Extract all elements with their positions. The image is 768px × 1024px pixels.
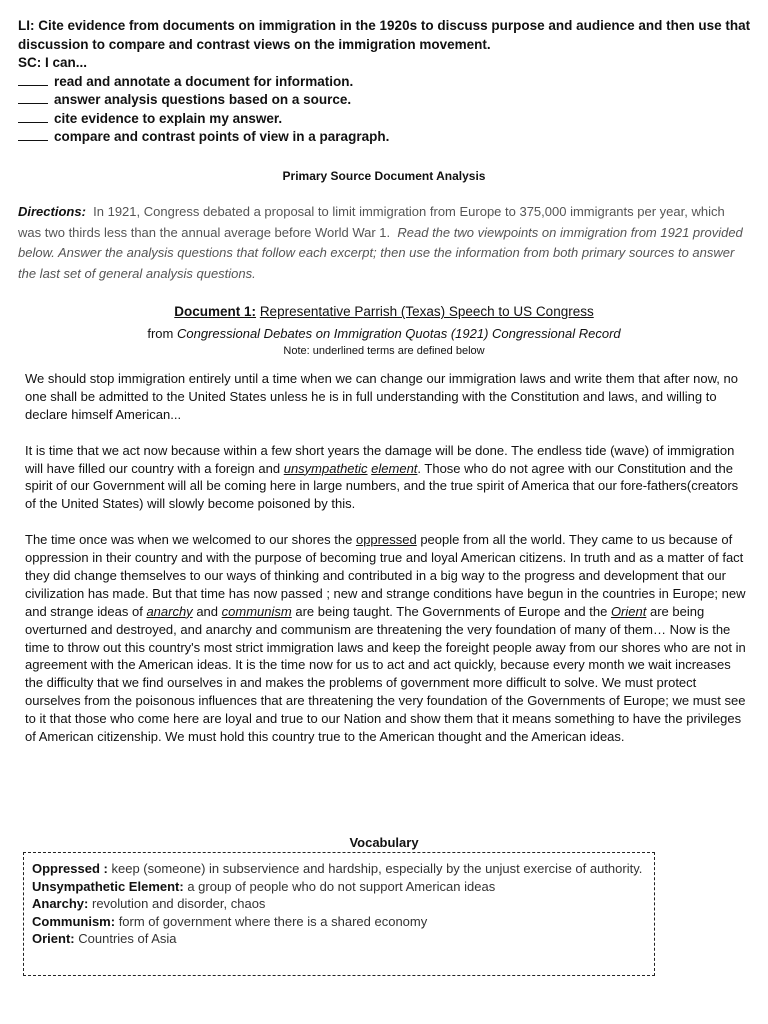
learning-intentions xyxy=(18,17,758,147)
term-oppressed: oppressed xyxy=(355,532,417,548)
paragraph: We should stop immigration entirely until a time when we can change our immigration laws and write them that after now, no one shall be admitted to the United States unless he is in full understanding with the Constitution and laws, and willing to declare himself American... xyxy=(25,371,738,422)
document-title xyxy=(0,304,768,319)
term-anarchy: anarchy xyxy=(146,603,193,619)
vocab-entry: Anarchy: revolution and disorder, chaos xyxy=(32,896,266,911)
checkbox-blank[interactable] xyxy=(18,73,48,86)
document-source: from Congressional Debates on Immigration Quotas (1921) Congressional Record xyxy=(147,326,621,341)
sc-label: SC: I can... xyxy=(18,55,88,70)
vocab-entry: Unsympathetic Element: a group of people who do not support American ideas xyxy=(32,878,496,894)
vocab-entry: Communism: form of government where there is a shared economy xyxy=(32,913,428,929)
vocab-entry: Oppressed : keep (someone) in subservience and hardship, especially by the unjust exercise of authority. xyxy=(32,861,643,876)
document-label: Document 1: xyxy=(174,304,257,319)
term-orient: Orient xyxy=(610,603,647,619)
sc-item: cite evidence to explain my answer. xyxy=(18,110,758,129)
section-title: Primary Source Document Analysis xyxy=(282,169,486,183)
directions-instructions: Read the two viewpoints on immigration from 1921 provided below. Answer the analysis questions that follow each excerpt; then use the information from both primary sources to answer the last set of general analysis questions. xyxy=(18,224,743,281)
source-citation: Congressional Debates on Immigration Quotas (1921) Congressional Record xyxy=(176,326,621,341)
li-statement: LI: Cite evidence from documents on immigration in the 1920s to discuss purpose and audience and then use that discussion to compare and contrast views on the immigration movement. xyxy=(18,18,751,52)
term-element: element xyxy=(371,460,418,476)
checkbox-blank[interactable] xyxy=(18,110,48,123)
term-communism: communism xyxy=(221,603,292,619)
directions xyxy=(18,202,748,284)
sc-item: read and annotate a document for information. xyxy=(18,73,758,92)
checkbox-blank[interactable] xyxy=(18,128,48,141)
speech-excerpt xyxy=(25,370,749,764)
vocabulary-title: Vocabulary xyxy=(349,835,419,850)
directions-label: Directions: xyxy=(18,204,86,219)
sc-item: answer analysis questions based on a source. xyxy=(18,91,758,110)
directions-text: In 1921, Congress debated a proposal to limit immigration from Europe to 375,000 immigrants per year, which was two thirds less than the annual average before World War 1. xyxy=(18,204,725,240)
vocab-entry: Orient: Countries of Asia xyxy=(32,931,177,946)
document-note: Note: underlined terms are defined below xyxy=(283,345,485,357)
paragraph: It is time that we act now because within a few short years the damage will be done. The endless tide (wave) of immigration will have filled our country with a foreign and unsympathetic element. Those who do not agree with our Constitution and the spirit of our Government will all be coming here in large numbers, and the true spirit of America that our fore-fathers(creators of the United States) will slowly become poisoned by this. xyxy=(25,442,739,512)
document-name: Representative Parrish (Texas) Speech to US Congress xyxy=(259,304,594,319)
sc-item: compare and contrast points of view in a paragraph. xyxy=(18,128,758,147)
checkbox-blank[interactable] xyxy=(18,91,48,104)
vocabulary-box xyxy=(23,852,655,976)
paragraph: The time once was when we welcomed to our shores the oppressed people from all the world. They came to us because of oppression in their country and with the purpose of becoming true and loyal American citizens. In truth and as a matter of fact they did change themselves to our ways of thinking and contributed in a big way to the progress and development that our civilization has made. But that time has now passed ; new and strange conditions have begun in the countries in Europe; new and strange ideas of anarchy and communism are being taught. The Governments of Europe and the Orient are being overturned and destroyed, and anarchy and communism are threatening the very foundation of many of them… Now is the time to throw out this country's most strict immigration laws and keep the foreight people away from our shores who are not in agreement with the American ideas. It is the time now for us to act and act quickly, because every month we wait increases the difficulty that we find ourselves in and makes the problems of government more difficult to solve. We must protect ourselves from the poisonous influences that are threatening the very foundation of the Governments of Europe; we must see to it that those who come here are loyal and true to our Nation and show them that it means something to have the privileges of American citizenship. We must hold this country true to the American thought and the American ideas. xyxy=(25,532,746,745)
term-unsympathetic: unsympathetic xyxy=(283,460,368,476)
